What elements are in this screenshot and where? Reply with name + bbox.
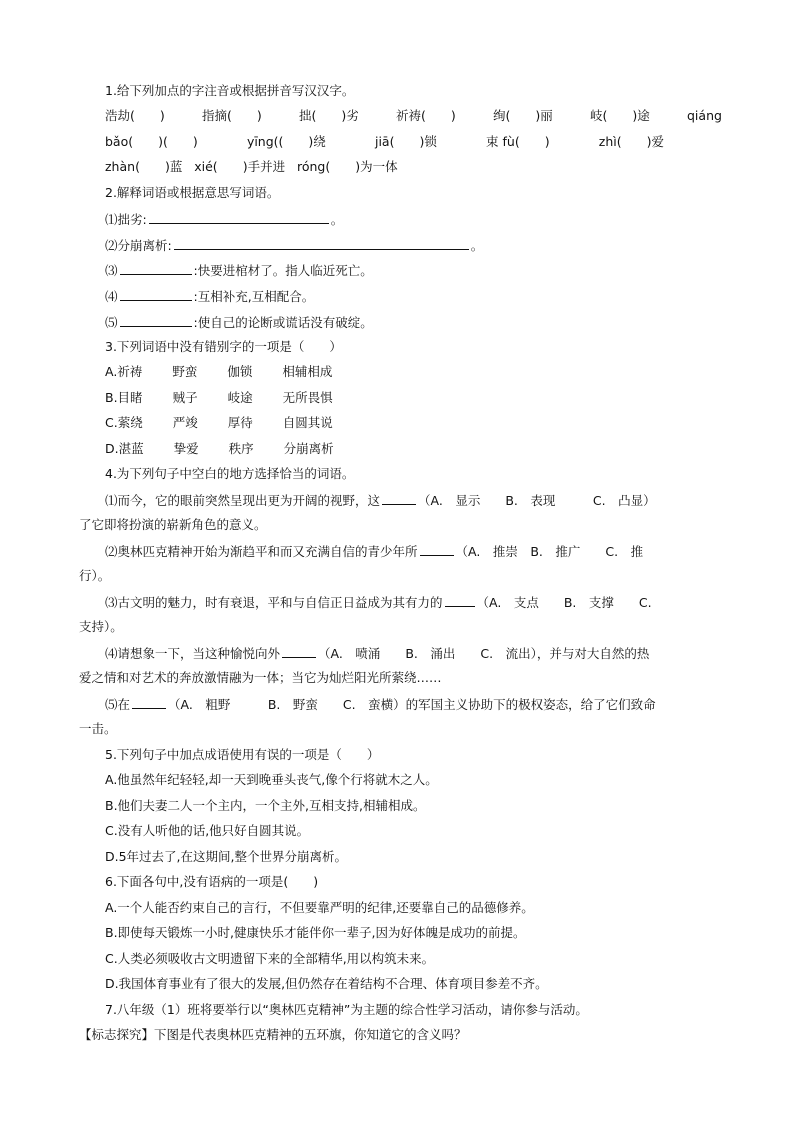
q5-option-b[interactable]: B.他们夫妻二人一个主内，一个主外,互相支持,相辅相成。 bbox=[105, 798, 426, 813]
q1-item: 指摘( ) bbox=[202, 108, 262, 123]
q7-title: 7.八年级（1）班将要举行以“奥林匹克精神”为主题的综合性学习活动，请你参与活动。 bbox=[105, 1002, 588, 1017]
option-word: 分崩离析 bbox=[283, 441, 334, 456]
q1-item: 祈祷( ) bbox=[396, 108, 456, 123]
q4-sentence-1 bbox=[105, 491, 722, 510]
q6-option-a[interactable]: A.一个人能否约束自己的言行，不但要靠严明的纪律,还要靠自己的品德修养。 bbox=[105, 900, 534, 915]
option-word: 秩序 bbox=[228, 441, 254, 456]
q4-sentence-2 bbox=[105, 542, 722, 561]
option-word: B.目睹 bbox=[105, 390, 143, 405]
q5-option-c[interactable]: C.没有人听他的话,他只好自圆其说。 bbox=[105, 823, 310, 838]
q5-option-a[interactable]: A.他虽然年纪轻轻,却一天到晚垂头丧气,像个行将就木之人。 bbox=[105, 772, 438, 787]
q1-item: xié( )手并进 bbox=[194, 159, 286, 174]
choice-text: （A. 喷涌 B. 涌出 C. 流出），并与对大自然的热 bbox=[318, 646, 650, 661]
q1-item: jiā( )锁 bbox=[374, 134, 437, 149]
q1-item: 绚( )丽 bbox=[493, 108, 553, 123]
q2-title: 2.解释词语或根据意思写词语。 bbox=[105, 185, 280, 200]
option-word: C.萦绕 bbox=[105, 415, 143, 430]
answer-blank[interactable] bbox=[120, 287, 192, 301]
q5-title: 5.下列句子中加点成语使用有误的一项是（ ） bbox=[105, 747, 380, 762]
q1-item: 束 fù( ) bbox=[486, 134, 550, 149]
q6-option-d[interactable]: D.我国体育事业有了很大的发展,但仍然存在着结构不合理、体育项目参差不齐。 bbox=[105, 976, 548, 991]
q4-sentence-3-cont: 支持）。 bbox=[79, 619, 123, 634]
q4-sentence-4 bbox=[105, 644, 722, 663]
punctuation: 。 bbox=[330, 212, 344, 227]
answer-blank[interactable] bbox=[282, 644, 316, 658]
item-text: :使自己的论断或谎话没有破绽。 bbox=[193, 315, 373, 330]
q2-item-2 bbox=[105, 236, 722, 255]
choice-text: （A. 推崇 B. 推广 C. 推 bbox=[455, 544, 644, 559]
q6-title: 6.下面各句中,没有语病的一项是( ) bbox=[105, 874, 319, 889]
q1-title: 1.给下列加点的字注音或根据拼音写汉汉字。 bbox=[105, 83, 355, 98]
option-word: 相辅相成 bbox=[282, 364, 333, 379]
item-label: ⑴拙劣: bbox=[105, 212, 147, 227]
q5-option-d[interactable]: D.5年过去了,在这期间,整个世界分崩离析。 bbox=[105, 849, 347, 864]
q3-option-a[interactable] bbox=[105, 363, 722, 381]
q4-sentence-5-cont: 一击。 bbox=[79, 721, 117, 736]
answer-blank[interactable] bbox=[120, 313, 192, 327]
option-word: 严竣 bbox=[172, 415, 198, 430]
q3-option-b[interactable] bbox=[105, 389, 722, 407]
choice-text: （A. 显示 B. 表现 C. 凸显） bbox=[418, 493, 656, 508]
item-label: ⑵分崩离析: bbox=[105, 238, 172, 253]
q1-item: 浩劫( ) bbox=[105, 108, 165, 123]
choice-text: （A. 支点 B. 支撑 C. bbox=[476, 595, 652, 610]
option-word: 厚待 bbox=[227, 415, 253, 430]
q3-option-d[interactable] bbox=[105, 440, 722, 458]
q1-row3 bbox=[105, 158, 722, 176]
sentence-text: ⑷请想象一下，当这种愉悦向外 bbox=[105, 646, 281, 661]
option-word: D.湛蓝 bbox=[105, 441, 144, 456]
q7-subtask: 【标志探究】下图是代表奥林匹克精神的五环旗，你知道它的含义吗？ bbox=[79, 1027, 467, 1042]
q4-sentence-4-cont: 爱之情和对艺术的奔放激情融为一体；当它为灿烂阳光所萦绕…… bbox=[79, 670, 442, 685]
sentence-text: ⑵奥林匹克精神开始为渐趋平和而又充满自信的青少年所 bbox=[105, 544, 418, 559]
option-word: 无所畏惧 bbox=[282, 390, 333, 405]
q4-sentence-5 bbox=[105, 695, 722, 714]
option-word: 自圆其说 bbox=[282, 415, 333, 430]
q4-sentence-2-cont: 行）。 bbox=[79, 568, 111, 583]
q4-sentence-1-cont: 了它即将扮演的崭新角色的意义。 bbox=[79, 517, 267, 532]
q1-item: róng( )为一体 bbox=[297, 159, 398, 174]
item-label: ⑷ bbox=[105, 289, 118, 304]
item-label: ⑶ bbox=[105, 263, 118, 278]
q2-item-1 bbox=[105, 210, 722, 229]
q1-item: zhàn( )蓝 bbox=[105, 159, 183, 174]
answer-blank[interactable] bbox=[132, 695, 166, 709]
option-word: A.祈祷 bbox=[105, 364, 143, 379]
q1-item: qiáng bbox=[687, 108, 722, 123]
q2-item-3 bbox=[105, 261, 722, 280]
q1-item: zhì( )爱 bbox=[598, 134, 664, 149]
q4-sentence-3 bbox=[105, 593, 722, 612]
q1-item: bǎo( )( ) bbox=[105, 134, 198, 149]
sentence-text: ⑶古文明的魅力，时有衰退，平和与自信正日益成为其有力的 bbox=[105, 595, 443, 610]
answer-blank[interactable] bbox=[420, 542, 454, 556]
answer-blank[interactable] bbox=[382, 491, 416, 505]
q2-item-4 bbox=[105, 287, 722, 306]
q6-option-b[interactable]: B.即使每天锻炼一小时,健康快乐才能伴你一辈子,因为好体魄是成功的前提。 bbox=[105, 925, 526, 940]
q1-item: 岐( )途 bbox=[590, 108, 650, 123]
option-word: 贼子 bbox=[172, 390, 198, 405]
option-word: 挚爱 bbox=[173, 441, 199, 456]
q1-item: 拙( )劣 bbox=[299, 108, 359, 123]
q1-item: yīng(( )绕 bbox=[246, 134, 326, 149]
sentence-text: ⑸在 bbox=[105, 697, 131, 712]
q3-title: 3.下列词语中没有错别字的一项是（ ） bbox=[105, 339, 342, 354]
sentence-text: ⑴而今，它的眼前突然呈现出更为开阔的视野，这 bbox=[105, 493, 381, 508]
item-text: :互相补充,互相配合。 bbox=[193, 289, 315, 304]
q1-row1 bbox=[105, 107, 722, 125]
choice-text: （A. 粗野 B. 野蛮 C. 蛮横）的军国主义协助下的极权姿态，给了它们致命 bbox=[168, 697, 656, 712]
q6-option-c[interactable]: C.人类必须吸收古文明遗留下来的全部精华,用以构筑未来。 bbox=[105, 951, 435, 966]
item-text: :快要进棺材了。指人临近死亡。 bbox=[193, 263, 373, 278]
q1-row2 bbox=[105, 133, 664, 151]
answer-blank[interactable] bbox=[149, 210, 329, 224]
q2-item-5 bbox=[105, 313, 722, 332]
answer-blank[interactable] bbox=[120, 261, 192, 275]
punctuation: 。 bbox=[470, 238, 484, 253]
q3-option-c[interactable] bbox=[105, 414, 722, 432]
q4-title: 4.为下列句子中空白的地方选择恰当的词语。 bbox=[105, 466, 355, 481]
item-label: ⑸ bbox=[105, 315, 118, 330]
option-word: 野蛮 bbox=[172, 364, 198, 379]
option-word: 岐途 bbox=[227, 390, 253, 405]
option-word: 伽锁 bbox=[227, 364, 253, 379]
answer-blank[interactable] bbox=[174, 236, 469, 250]
answer-blank[interactable] bbox=[445, 593, 475, 607]
